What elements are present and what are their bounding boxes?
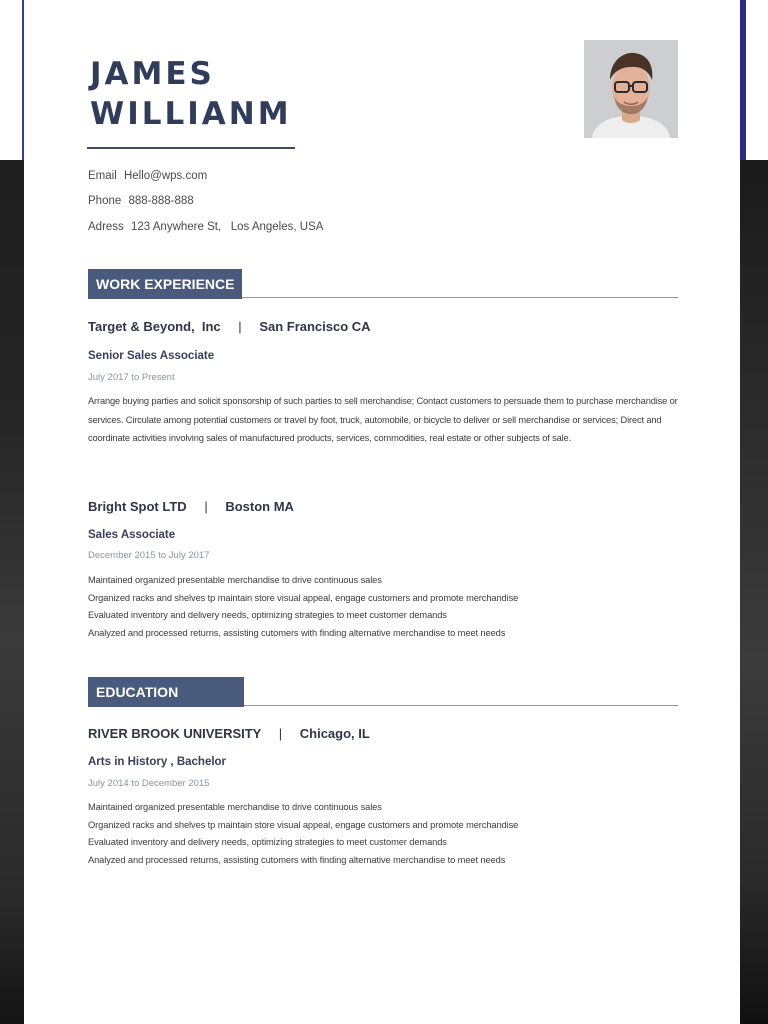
job-header — [88, 499, 294, 514]
job-title: Senior Sales Associate — [88, 350, 215, 362]
job-header — [88, 319, 371, 334]
section-heading-work-experience: WORK EXPERIENCE — [88, 269, 242, 299]
background-edge-left — [0, 0, 24, 1024]
list-item: Maintained organized presentable merchandise to drive continuous sales — [88, 575, 382, 585]
email-value: Hello@wps.com — [123, 170, 208, 182]
email-label: Email — [88, 170, 117, 182]
education-dates: July 2014 to December 2015 — [88, 778, 210, 789]
list-item: Evaluated inventory and delivery needs, optimizing strategies to meet customer demands — [88, 837, 447, 848]
job-dates: July 2017 to Present — [88, 372, 175, 383]
separator: | — [278, 726, 283, 741]
list-item: Organized racks and shelves tp maintain store visual appeal, engage customers and promote merchandise — [88, 819, 519, 830]
list-item: Maintained organized presentable merchandise to drive continuous sales — [88, 802, 382, 812]
separator: | — [204, 499, 208, 514]
company-name: Bright Spot LTD — [88, 499, 187, 514]
name-line-1: JAMES — [90, 56, 215, 92]
job-location: Boston MA — [225, 499, 294, 514]
school-location: Chicago, IL — [299, 726, 370, 741]
job-title: Sales Associate — [88, 529, 176, 541]
list-item: Organized racks and shelves tp maintain store visual appeal, engage customers and promote merchandise — [88, 592, 519, 603]
section-rule-work — [242, 297, 678, 298]
job-description: Arrange buying parties and solicit sponsorship of such parties to sell merchandise; Contact customers to persuade them to purchase merchandise or services. Circulate among potential customers or travel by foot, truck, automobile, or bicycle to deliver or sell merchandise or services; Direct and coordinate activities involving sales of manufactured products, services, commodities, real estate or other subjects of sale. — [88, 396, 678, 443]
section-heading-education: EDUCATION — [88, 677, 244, 707]
contact-phone — [88, 195, 194, 207]
resume-page — [24, 0, 740, 1024]
portrait-image — [584, 40, 678, 138]
contact-address — [88, 221, 323, 233]
job-duties-list — [88, 572, 518, 643]
address-value: 123 Anywhere St, Los Angeles, USA — [131, 221, 324, 233]
name-line-2: WILLIANM — [90, 96, 292, 132]
name-underline — [87, 147, 295, 149]
phone-label: Phone — [88, 195, 122, 207]
address-label: Adress — [88, 221, 124, 233]
candidate-name — [90, 54, 292, 134]
profile-photo — [584, 40, 678, 138]
section-rule-education — [244, 705, 678, 706]
phone-value: 888-888-888 — [128, 195, 194, 207]
degree: Arts in History , Bachelor — [88, 756, 227, 768]
school-name: RIVER BROOK UNIVERSITY — [88, 726, 262, 741]
company-name: Target & Beyond, Inc — [88, 319, 221, 334]
job-location: San Francisco CA — [259, 319, 371, 334]
education-details-list — [88, 799, 518, 870]
list-item: Evaluated inventory and delivery needs, optimizing strategies to meet customer demands — [88, 610, 447, 621]
background-edge-right — [740, 0, 768, 1024]
contact-email — [88, 170, 207, 182]
separator: | — [238, 319, 242, 334]
list-item: Analyzed and processed returns, assisting cutomers with finding alternative merchandise to meet needs — [88, 628, 506, 639]
job-dates: December 2015 to July 2017 — [88, 550, 210, 561]
list-item: Analyzed and processed returns, assisting cutomers with finding alternative merchandise to meet needs — [88, 855, 506, 866]
education-header — [88, 726, 370, 741]
